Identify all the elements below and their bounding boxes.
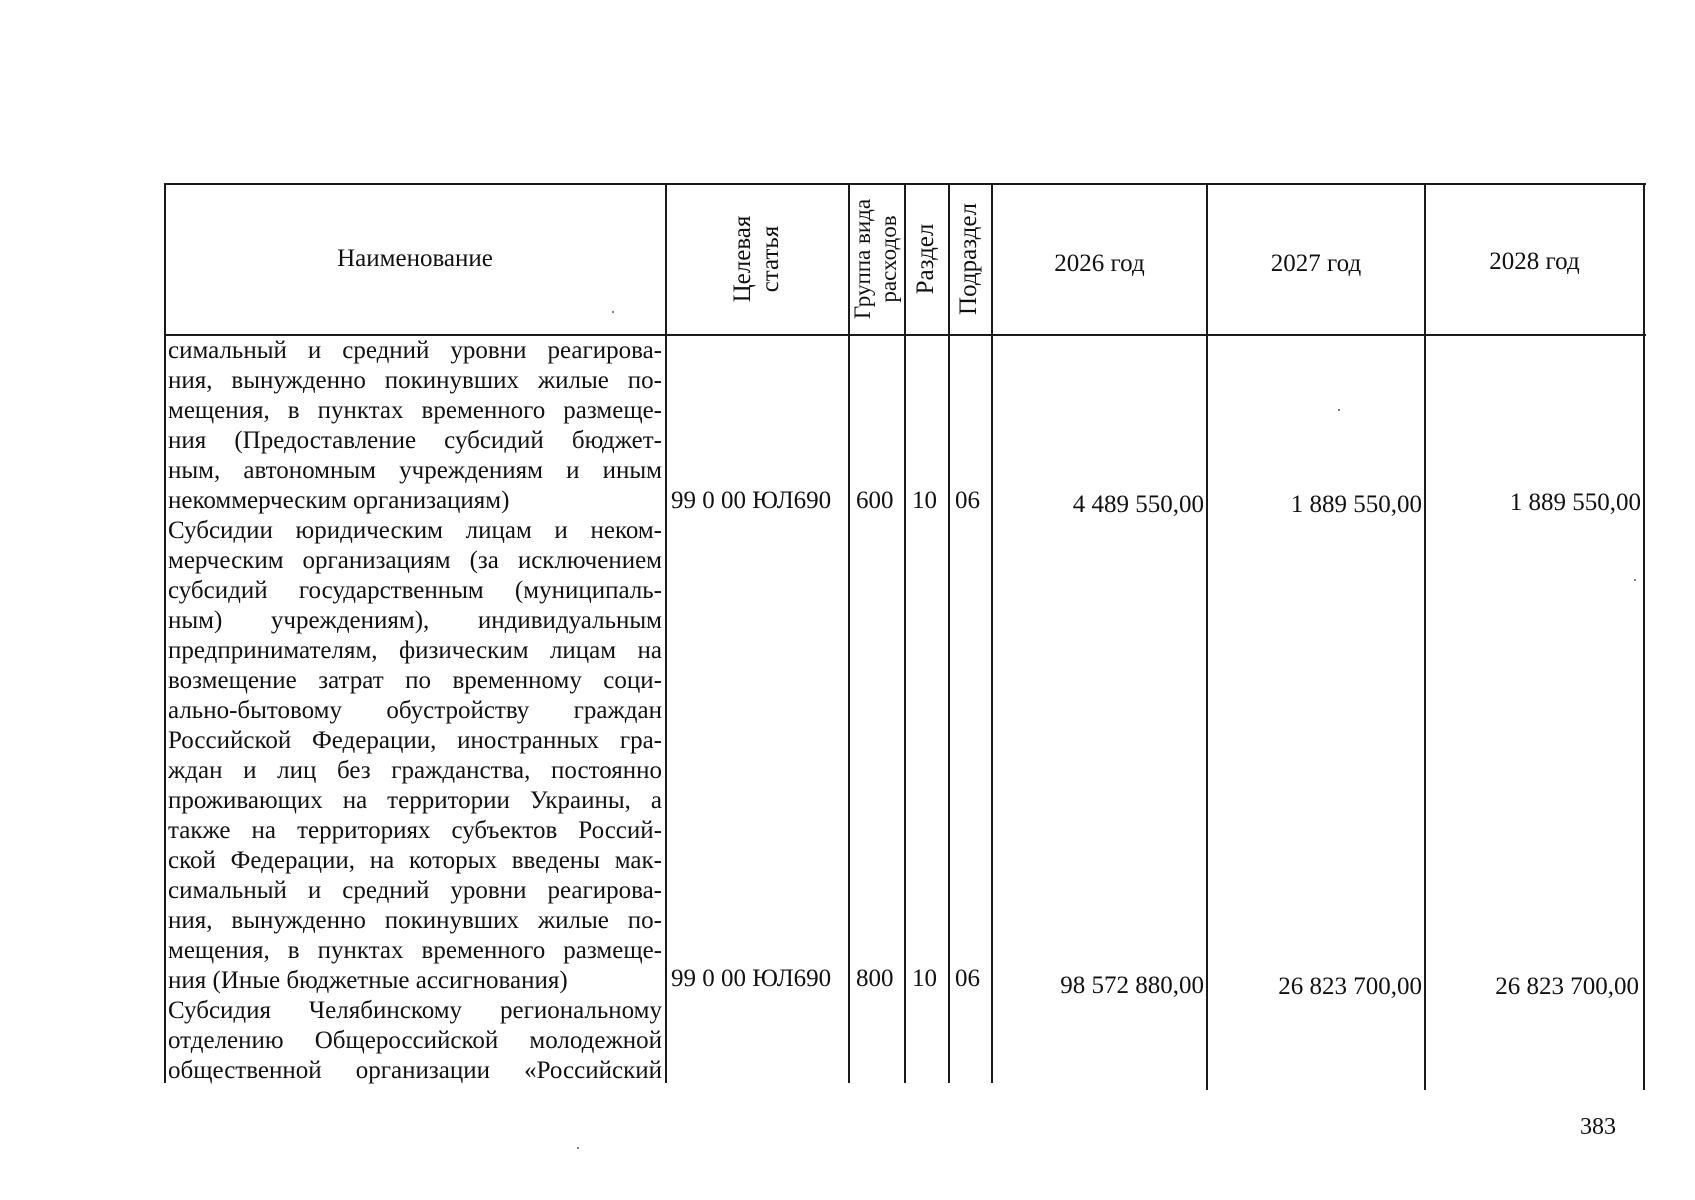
name-line: мещения, в пунктах временного размеще- [168,937,662,964]
name-line: проживающих на территории Украины, а [168,787,662,814]
scan-speck [1634,579,1636,581]
row1-value-2027: 1 889 550,00 [1290,491,1422,518]
header-expense-group-line1: Группа вида [850,198,875,320]
name-line: ждан и лиц без гражданства, постоянно [168,757,662,784]
name-line: ния (Иные бюджетные ассигнования) [168,967,568,994]
table-left-border [164,183,166,1083]
header-target-article-line2: статья [757,225,784,293]
row1-subsection: 06 [955,487,980,514]
scan-speck [612,311,614,313]
header-2027: 2027 год [1270,250,1362,277]
row2-subsection: 06 [955,965,980,992]
name-line: предпринимателям, физическим лицам на [168,637,662,664]
name-line: ской Федерации, на которых введены мак- [168,847,662,874]
name-line: мерческим организациям (за исключением [168,547,662,574]
name-line: Субсидии юридическим лицам и неком- [168,517,662,544]
row1-expense-group: 600 [856,487,894,514]
name-line: симальный и средний уровни реагирова- [168,337,662,364]
name-line: ния, вынужденно покинувших жилые по- [168,367,662,394]
name-line: мещения, в пунктах временного размеще- [168,397,662,424]
header-target-article-line1: Целевая [729,215,756,303]
scan-speck [577,1147,579,1149]
column-divider-subsection [991,183,993,1083]
name-line: ния (Предоставление субсидий бюджет- [168,427,662,454]
row1-section: 10 [912,487,937,514]
table-right-border [1643,183,1645,1090]
row2-value-2028: 26 823 700,00 [1495,973,1639,1000]
name-line: ным) учреждениям), индивидуальным [168,607,662,634]
column-divider-section [948,183,950,1083]
name-line: Субсидия Челябинскому региональному [168,997,662,1024]
row2-value-2027: 26 823 700,00 [1278,973,1422,1000]
row1-target-article: 99 0 00 ЮЛ690 [671,487,832,514]
scan-speck [1338,409,1340,411]
row2-expense-group: 800 [856,965,894,992]
name-line: возмещение затрат по временному соци- [168,667,662,694]
column-divider-name [665,183,667,1083]
name-line: ально-бытовому обустройству граждан [168,697,662,724]
name-line: общественной организации «Российский [168,1057,662,1084]
row2-section: 10 [912,965,937,992]
name-line: отделению Общероссийской молодежной [168,1027,662,1054]
row2-value-2026: 98 572 880,00 [1060,972,1204,999]
header-name: Наименование [337,245,493,272]
page-number: 383 [1580,1114,1616,1140]
header-target-article [729,216,785,303]
column-divider-group [904,183,906,1083]
header-2028: 2028 год [1489,248,1580,275]
name-column-text [168,336,662,1086]
name-line: симальный и средний уровни реагирова- [168,877,662,904]
column-divider-2027 [1424,183,1426,1090]
name-line: субсидий государственным (муниципаль- [168,577,662,604]
header-expense-group [850,199,902,319]
row1-value-2028: 1 889 550,00 [1509,489,1641,516]
name-line: некоммерческим организациям) [168,487,510,514]
row2-target-article: 99 0 00 ЮЛ690 [671,965,832,992]
header-subsection: Подраздел [955,203,982,315]
name-line: также на территориях субъектов Россий- [168,817,662,844]
column-divider-2026 [1206,183,1208,1090]
row1-value-2026: 4 489 550,00 [1072,491,1204,518]
header-2026: 2026 год [1054,250,1145,277]
header-expense-group-line2: расходов [876,215,901,303]
header-section: Раздел [912,223,939,295]
name-line: ным, автономным учреждениям и иным [168,457,662,484]
name-line: ния, вынужденно покинувших жилые по- [168,907,662,934]
name-line: Российской Федерации, иностранных гра- [168,727,662,754]
